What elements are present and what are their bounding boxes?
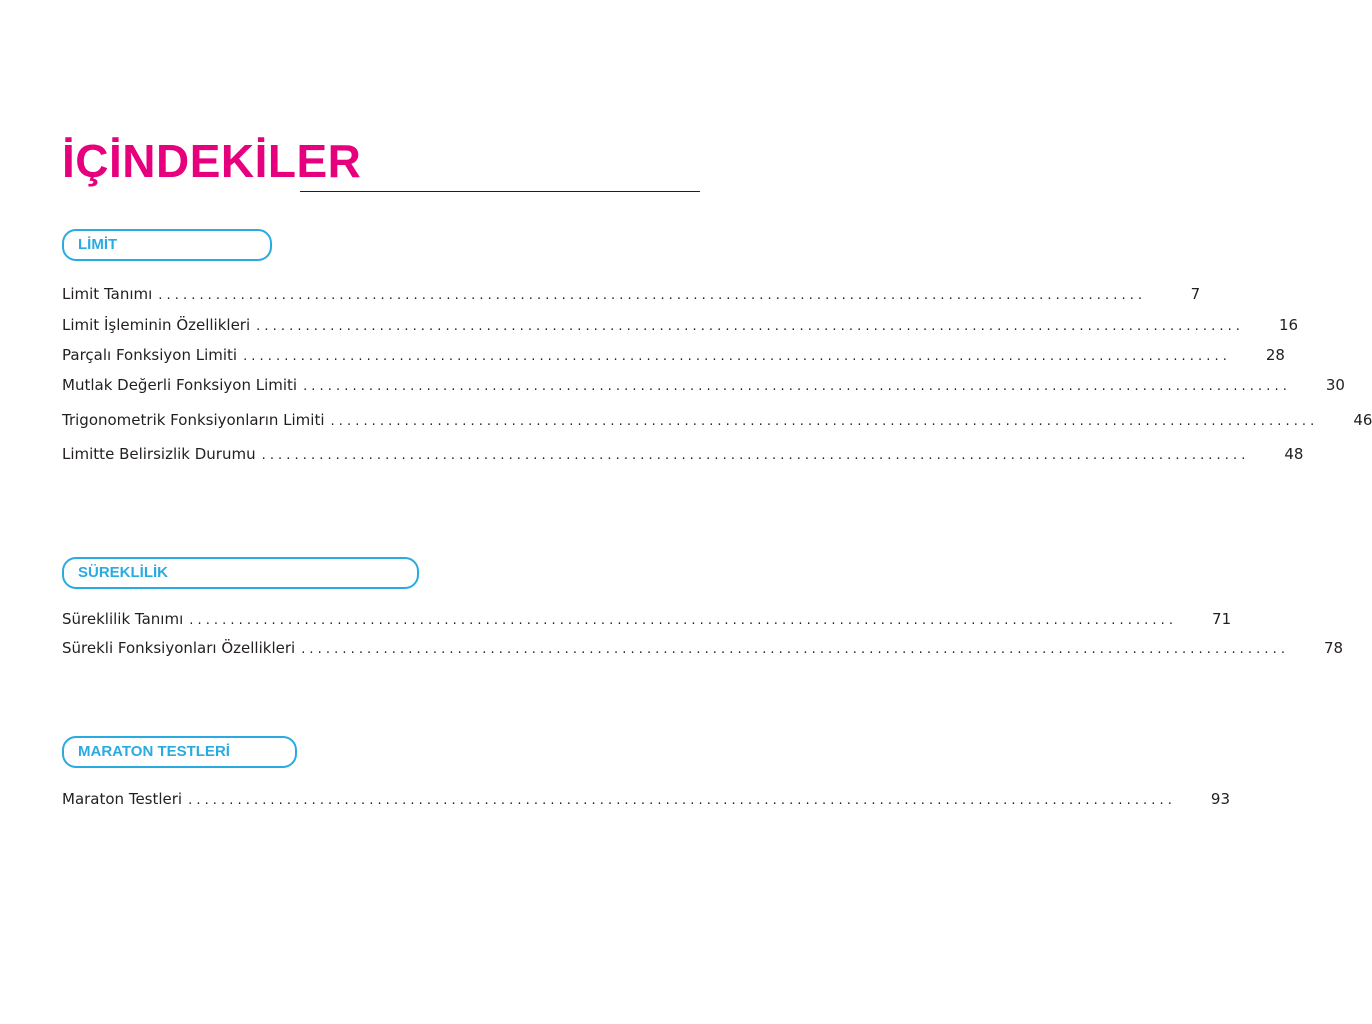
- toc-entry-page: 30: [1325, 376, 1345, 394]
- dot-leader: ........................................................................................................................: [330, 414, 1319, 429]
- title-underline: [300, 191, 700, 192]
- toc-entry-page: 48: [1284, 445, 1304, 463]
- section-label-maraton-testleri: MARATON TESTLERİ: [62, 736, 297, 768]
- dot-leader: ........................................................................................................................: [188, 793, 1176, 808]
- toc-entry-title: Mutlak Değerli Fonksiyon Limiti: [62, 376, 298, 394]
- toc-entry[interactable]: [62, 636, 1344, 660]
- toc-entry[interactable]: [62, 408, 1372, 432]
- dot-leader: ........................................................................................................................: [301, 642, 1290, 657]
- toc-entry-title: Maraton Testleri: [62, 790, 183, 808]
- toc-entry-page: 78: [1323, 639, 1344, 657]
- toc-entry-title: Trigonometrik Fonksiyonların Limiti: [62, 411, 325, 429]
- toc-entry-title: Süreklilik Tanımı: [62, 610, 184, 628]
- dot-leader: ........................................................................................................................: [261, 448, 1250, 463]
- toc-entry-title: Limit Tanımı: [62, 285, 153, 303]
- toc-entry-title: Limitte Belirsizlik Durumu: [62, 445, 256, 463]
- toc-entry-page: 93: [1210, 790, 1230, 808]
- toc-entry[interactable]: [62, 442, 1304, 466]
- section-label-limit: LİMİT: [62, 229, 272, 261]
- page-title: İÇİNDEKİLER: [62, 135, 362, 187]
- toc-entry-page: 28: [1265, 346, 1285, 364]
- toc-entry[interactable]: [62, 282, 1201, 306]
- section-label-sureklilik: SÜREKLİLİK: [62, 557, 419, 589]
- toc-entry-title: Parçalı Fonksiyon Limiti: [62, 346, 238, 364]
- toc-entry-page: 16: [1278, 316, 1299, 334]
- dot-leader: ........................................................................................................................: [256, 319, 1245, 334]
- toc-entry[interactable]: [62, 373, 1345, 397]
- dot-leader: ........................................................................................................................: [189, 613, 1178, 628]
- toc-entry[interactable]: [62, 787, 1230, 811]
- toc-entry-title: Limit İşleminin Özellikleri: [62, 316, 251, 334]
- dot-leader: ........................................................................................................................: [243, 349, 1231, 364]
- toc-entry-page: 7: [1190, 285, 1201, 303]
- toc-entry[interactable]: [62, 313, 1299, 337]
- toc-entry[interactable]: [62, 343, 1285, 367]
- dot-leader: ........................................................................................................................: [158, 288, 1147, 303]
- toc-entry[interactable]: [62, 607, 1232, 631]
- toc-entry-title: Sürekli Fonksiyonları Özellikleri: [62, 639, 296, 657]
- toc-entry-page: 71: [1212, 610, 1232, 628]
- toc-entry-page: 46: [1353, 411, 1372, 429]
- dot-leader: ........................................................................................................................: [303, 379, 1291, 394]
